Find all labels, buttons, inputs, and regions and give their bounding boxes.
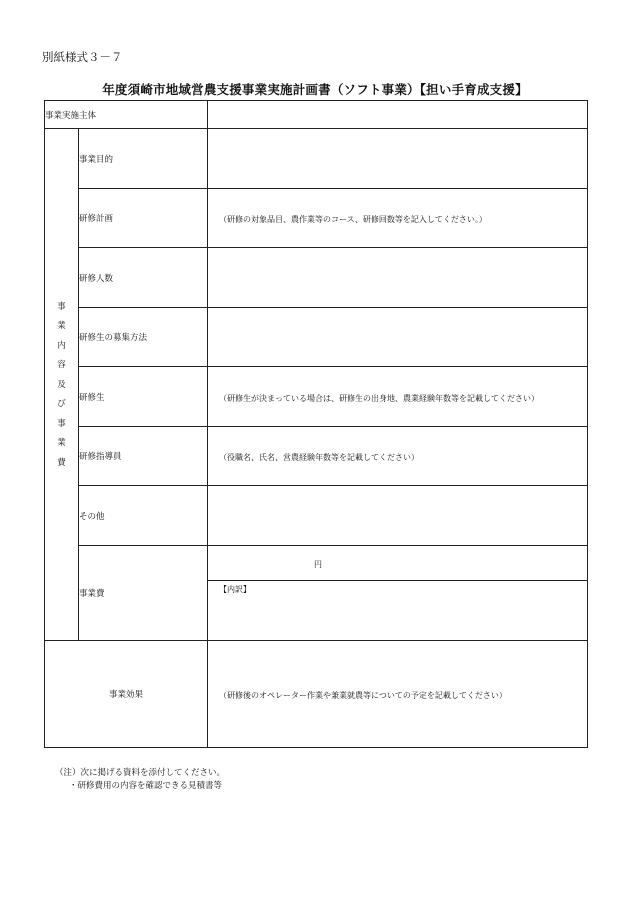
section-char: 事: [57, 418, 66, 429]
section-label-chars: [57, 303, 66, 468]
cost-label: 事業費: [79, 546, 208, 641]
count-label: 研修人数: [79, 248, 208, 308]
purpose-label: 事業目的: [79, 129, 208, 189]
section-char: 業: [57, 321, 66, 332]
instructor-field[interactable]: [208, 427, 588, 486]
trainee-field[interactable]: [208, 367, 588, 427]
recruit-field[interactable]: [208, 308, 588, 367]
section-char: び: [57, 399, 66, 410]
yen-unit: 円: [314, 560, 323, 569]
cost-breakdown-field[interactable]: [208, 581, 587, 640]
implementer-field[interactable]: [208, 101, 588, 129]
purpose-field[interactable]: [208, 129, 588, 189]
trainee-label: 研修生: [79, 367, 208, 427]
cost-row: [45, 546, 588, 641]
instructor-row: [45, 427, 588, 486]
instructor-label: 研修指導員: [79, 427, 208, 486]
form-id: 別紙様式３－７: [42, 50, 123, 64]
count-row: [45, 248, 588, 308]
section-label-vertical: [45, 129, 79, 641]
document-title: 年度須崎市地域営農支援事業実施計画書（ソフト事業）【担い手育成支援】: [102, 82, 528, 97]
notes-heading: （注）次に掲げる資料を添付してください。: [55, 768, 226, 778]
other-field[interactable]: [208, 486, 588, 546]
count-field[interactable]: [208, 248, 588, 308]
other-label: その他: [79, 486, 208, 546]
instructor-hint: （役職名、氏名、営農経験年数等を記載してください）: [219, 453, 420, 462]
section-char: 容: [57, 360, 66, 371]
other-row: [45, 486, 588, 546]
plan-label: 研修計画: [79, 189, 208, 248]
recruit-label: 研修生の募集方法: [79, 308, 208, 367]
plan-form-table: [44, 100, 588, 748]
trainee-row: [45, 367, 588, 427]
notes-item: ・研修費用の内容を確認できる見積書等: [69, 781, 223, 791]
section-char: 事: [57, 301, 66, 312]
effect-hint: （研修後のオペレーター作業や兼業就農等についての予定を記載してください）: [219, 691, 507, 700]
cost-field: [208, 546, 588, 641]
plan-row: [45, 189, 588, 248]
cost-amount-field[interactable]: [208, 546, 587, 581]
purpose-row: [45, 129, 588, 189]
breakdown-label: 【内訳】: [219, 585, 252, 594]
implementer-label: 事業実施主体: [45, 101, 208, 129]
section-char: 業: [57, 438, 66, 449]
section-char: 内: [57, 340, 66, 351]
effect-row: [45, 641, 588, 748]
effect-field[interactable]: [208, 641, 588, 748]
recruit-row: [45, 308, 588, 367]
effect-label: 事業効果: [45, 641, 208, 748]
trainee-hint: （研修生が決まっている場合は、研修生の出身地、農業経験年数等を記載してください）: [219, 393, 540, 403]
plan-field[interactable]: [208, 189, 588, 248]
plan-hint: （研修の対象品目、農作業等のコース、研修回数等を記入してください。）: [219, 215, 487, 224]
notes: [55, 767, 225, 793]
section-char: 費: [57, 457, 66, 468]
implementer-row: [45, 101, 588, 129]
section-char: 及: [57, 379, 66, 390]
